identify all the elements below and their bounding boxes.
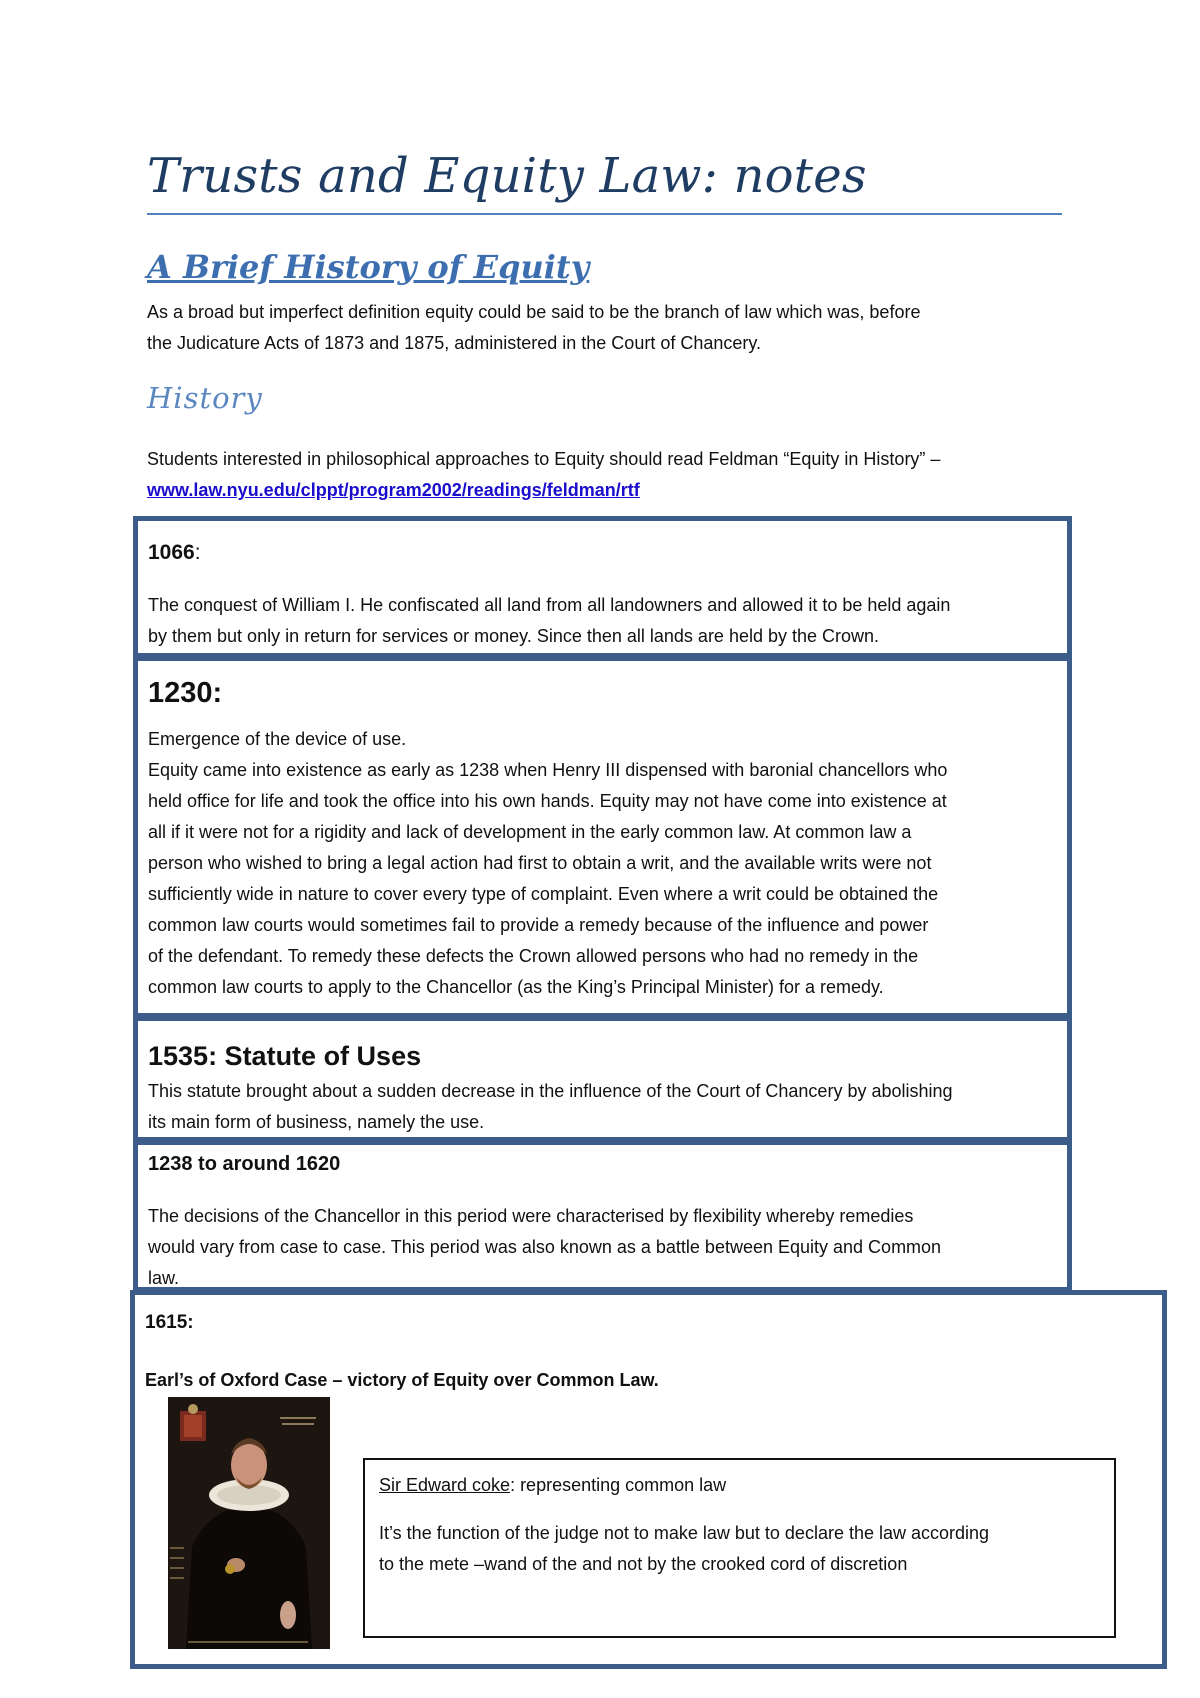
feldman-link[interactable]: www.law.nyu.edu/clppt/program2002/readings/feldman/rtf — [147, 480, 640, 500]
timeline-box-1535 — [133, 1016, 1072, 1142]
subsection-heading: History — [147, 381, 263, 415]
quote-speaker: Sir Edward coke — [379, 1475, 511, 1495]
timeline-year: 1615: — [145, 1312, 194, 1333]
edward-coke-portrait — [168, 1397, 330, 1649]
timeline-year: 1238 to around 1620 — [148, 1153, 341, 1175]
intro-line: the Judicature Acts of 1873 and 1875, administered in the Court of Chancery. — [147, 333, 762, 353]
portrait-image — [168, 1397, 330, 1649]
document-title: Trusts and Equity Law: notes — [147, 148, 867, 204]
timeline-text: This statute brought about a sudden decrease in the influence of the Court of Chancery by abolishing its main form of business, namely the use. — [148, 1081, 953, 1132]
intro-paragraph — [147, 297, 920, 359]
section-heading: A Brief History of Equity — [147, 248, 590, 286]
timeline-year: 1230: — [148, 677, 223, 709]
case-title: Earl’s of Oxford Case – victory of Equity over Common Law. — [145, 1370, 659, 1390]
timeline-year: 1066: — [148, 541, 201, 564]
quote-text: It’s the function of the judge not to make law but to declare the law according to the mete –wand of the and not by the crooked cord of discretion — [379, 1523, 990, 1574]
reading-paragraph — [147, 444, 940, 506]
timeline-box-1066 — [133, 516, 1072, 658]
quote-role: : representing common law — [510, 1475, 727, 1495]
timeline-box-1230 — [133, 656, 1072, 1018]
coke-quote-box — [363, 1458, 1116, 1638]
quote-heading — [379, 1470, 1100, 1501]
reading-text: Students interested in philosophical approaches to Equity should read Feldman “Equity in History” – — [147, 449, 941, 469]
timeline-text: The decisions of the Chancellor in this period were characterised by flexibility whereby remedies would vary from case to case. This period was also known as a battle between Equity and Common law. — [148, 1206, 942, 1288]
timeline-text: The conquest of William I. He confiscated all land from all landowners and allowed it to be held again by them but only in return for services or money. Since then all lands are held by the Crown. — [148, 595, 951, 646]
timeline-box-1238 — [133, 1140, 1072, 1292]
timeline-text: Emergence of the device of use. Equity came into existence as early as 1238 when Henry III dispensed with baronial chancellors who held office for life and took the office into his own hands. Equity may not have come into existence at all if it were not for a rigidity and lack of development in the early common law. At common law a person who wished to bring a legal action had first to obtain a writ, and the available writs were not sufficiently wide in nature to cover every type of complaint. Even where a writ could be obtained the common law courts would sometimes fail to provide a remedy because of the influence and power of the defendant. To remedy these defects the Crown allowed persons who had no remedy in the common law courts to apply to the Chancellor (as the King’s Principal Minister) for a remedy. — [148, 729, 948, 997]
timeline-year: 1535: Statute of Uses — [148, 1041, 422, 1071]
intro-line: As a broad but imperfect definition equity could be said to be the branch of law which was, before — [147, 302, 921, 322]
title-underline — [147, 213, 1062, 215]
